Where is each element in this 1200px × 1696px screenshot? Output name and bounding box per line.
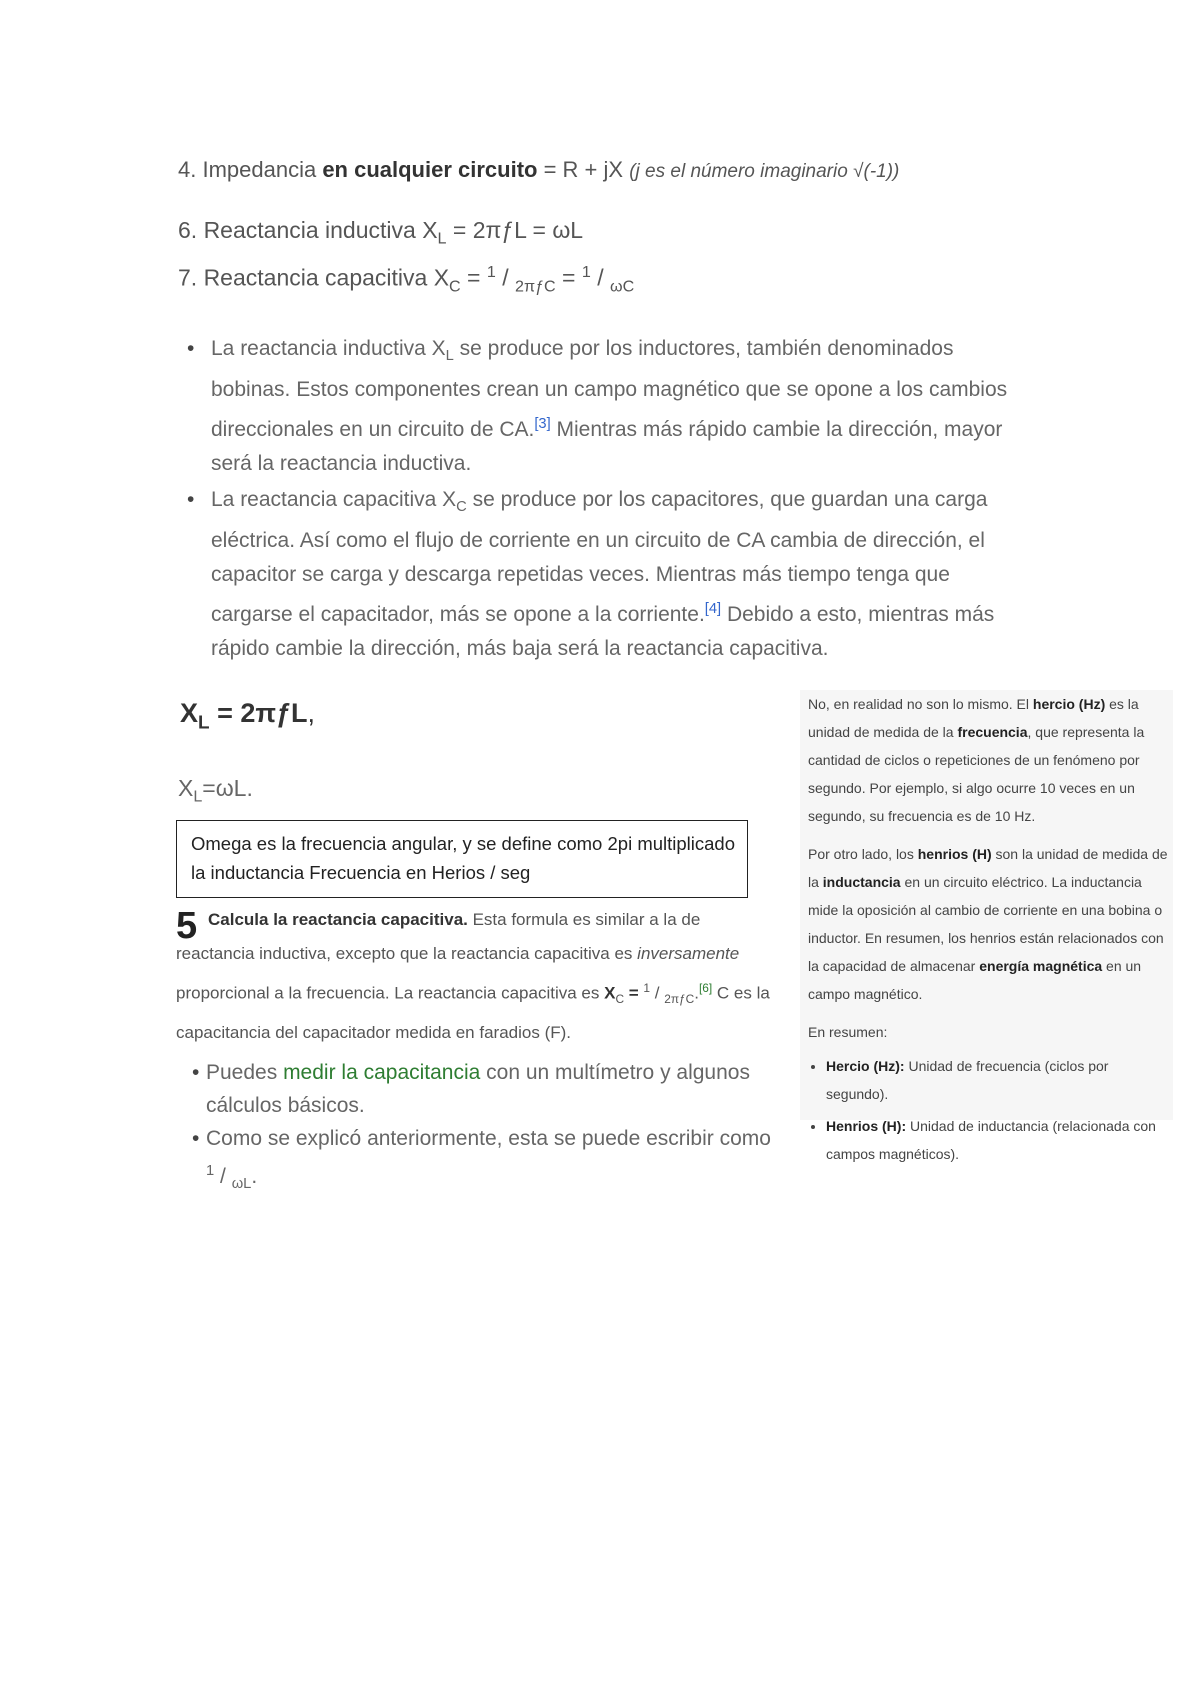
bullet-text: con un multímetro y algunos cálculos básicos. (206, 1061, 750, 1117)
panel-text: en un campo magnético. (808, 958, 1142, 1002)
panel-bold: energía magnética (979, 958, 1103, 974)
step-text: proporcional a la frecuencia. La reactancia capacitiva es (176, 983, 605, 1003)
formula-text: . (694, 983, 699, 1003)
bullet-icon: • (192, 1061, 200, 1084)
panel-bold: inductancia (822, 874, 901, 890)
panel-paragraph: En resumen: (808, 1024, 888, 1040)
bullet-text: . (251, 1165, 258, 1188)
list-item (192, 1122, 776, 1201)
subscript: L (437, 229, 447, 248)
subscript: C (456, 499, 467, 516)
list-item (826, 1112, 1173, 1168)
panel-bold: Hercio (Hz): (826, 1058, 905, 1074)
formula-xl-bold (180, 698, 315, 734)
fraction-slash: / (495, 264, 516, 291)
formula-xl-omega (178, 775, 253, 807)
fraction-slash: / (650, 983, 665, 1003)
list-item (187, 332, 1011, 481)
formula-text: =ωL. (202, 775, 253, 801)
subscript: C (615, 992, 625, 1007)
subscript: L (193, 787, 203, 806)
citation-link[interactable]: [6] (698, 981, 713, 995)
panel-bold: frecuencia (957, 724, 1028, 740)
step-number: 5 (176, 905, 198, 947)
formula-impedance (178, 157, 899, 183)
panel-list (808, 1052, 1173, 1168)
panel-text: Unidad de frecuencia (ciclos por segundo). (826, 1058, 1109, 1102)
note-box (176, 820, 748, 898)
note-text: Omega es la frecuencia angular, y se define como 2pi multiplicado la inductancia Frecuencia en Herios / seg (191, 833, 735, 883)
formula-text: = (460, 264, 487, 291)
step-italic: inversamente (637, 944, 740, 963)
panel-bold: hercio (Hz) (1032, 696, 1106, 712)
bullet-text: La reactancia capacitiva X (211, 488, 457, 512)
panel-text: en un circuito eléctrico. La inductancia mide la oposición al cambio de corriente en una bobina o inductor. En resumen, los henrios están relacionados con la capacidad de almacenar (808, 874, 1164, 974)
formula-capacitive-reactance (178, 263, 634, 296)
citation-link[interactable]: [4] (704, 601, 722, 618)
panel-text: Unidad de inductancia (relacionada con campos magnéticos). (826, 1118, 1156, 1162)
measure-capacitance-link[interactable]: medir la capacitancia (283, 1061, 481, 1084)
formula-text: = 2πƒL (209, 698, 308, 728)
numerator: 1 (643, 981, 651, 995)
denominator: 2πƒC (515, 277, 556, 296)
step5-paragraph (176, 903, 776, 1050)
formula-bold: en cualquier circuito (322, 157, 538, 182)
denominator: ωL (231, 1176, 252, 1193)
formula-text: = (555, 264, 582, 291)
bullet-text: Como se explicó anteriormente, esta se puede escribir como (206, 1127, 771, 1150)
panel-paragraph (808, 690, 1173, 830)
bullet-icon: • (187, 337, 195, 360)
formula-text: , (307, 698, 316, 728)
subscript: L (445, 348, 454, 365)
formula-text: 6. Reactancia inductiva X (178, 217, 438, 243)
reactance-bullet-list (187, 332, 1011, 666)
citation-link[interactable]: [3] (534, 416, 551, 433)
formula-text: 4. Impedancia (178, 157, 323, 182)
bullet-text: Puedes (206, 1061, 284, 1084)
panel-text: son la unidad de medida de la (808, 846, 1168, 890)
denominator: ωC (610, 277, 635, 296)
bullet-icon: • (192, 1127, 200, 1150)
numerator: 1 (581, 263, 591, 281)
formula-text: = 2πƒL = ωL (446, 217, 584, 243)
formula-text: 7. Reactancia capacitiva X (178, 264, 450, 291)
denominator: 2πƒC (664, 992, 695, 1007)
list-item (826, 1052, 1173, 1108)
step5-bullet-list (192, 1056, 776, 1201)
formula-text: X (604, 983, 616, 1003)
formula-text: = R + jX (537, 157, 630, 182)
formula-inductive-reactance (178, 217, 583, 249)
formula-text: X (180, 698, 199, 728)
explanation-panel (800, 690, 1173, 1162)
bullet-text: se produce por los inductores, también denominados bobinas. Estos componentes crean un campo magnético que se opone a los cambios direccionales en un circuito de CA. (211, 337, 1008, 442)
panel-paragraph (808, 840, 1173, 1008)
step-text: C es la capacitancia del capacitador medida en faradios (F). (176, 983, 770, 1043)
formula-text: = (624, 983, 644, 1003)
panel-text: , que representa la cantidad de ciclos o repeticiones de un fenómeno por segundo. Por ejemplo, si algo ocurre 10 veces en un segundo, su frecuencia es de 10 Hz. (808, 724, 1145, 824)
bullet-text: Mientras más rápido cambie la dirección, mayor será la reactancia inductiva. (211, 418, 1003, 476)
panel-text: No, en realidad no son lo mismo. El (808, 696, 1033, 712)
panel-bold: Henrios (H): (826, 1118, 907, 1134)
list-item (192, 1056, 776, 1122)
bullet-icon: • (187, 488, 195, 512)
panel-bold: henrios (H) (917, 846, 992, 862)
step-title: Calcula la reactancia capacitiva. (208, 910, 468, 929)
fraction-slash: / (590, 264, 610, 291)
subscript: L (198, 712, 210, 734)
numerator: 1 (206, 1163, 215, 1179)
bullet-text: Debido a esto, mientras más rápido cambie la dirección, más baja será la reactancia capacitiva. (211, 603, 995, 661)
panel-text: Por otro lado, los (808, 846, 918, 862)
subscript: C (449, 277, 461, 296)
fraction-slash: / (214, 1165, 232, 1188)
formula-note: (j es el número imaginario √(-1)) (629, 161, 900, 182)
numerator: 1 (486, 263, 496, 281)
step-text: Esta formula es similar a la de reactancia inductiva, excepto que la reactancia capacitiva es (176, 910, 701, 963)
list-item (187, 483, 1011, 666)
panel-text: es la unidad de medida de la (808, 696, 1139, 740)
bullet-text: La reactancia inductiva X (211, 337, 446, 360)
formula-text: X (178, 775, 194, 801)
bullet-text: se produce por los capacitores, que guardan una carga eléctrica. Así como el flujo de corriente en un circuito de CA cambia de dirección, el capacitor se carga y descarga repetidas veces. Mientras más tiempo tenga que cargarse el capacitador, más se opone a la corriente. (211, 488, 988, 627)
